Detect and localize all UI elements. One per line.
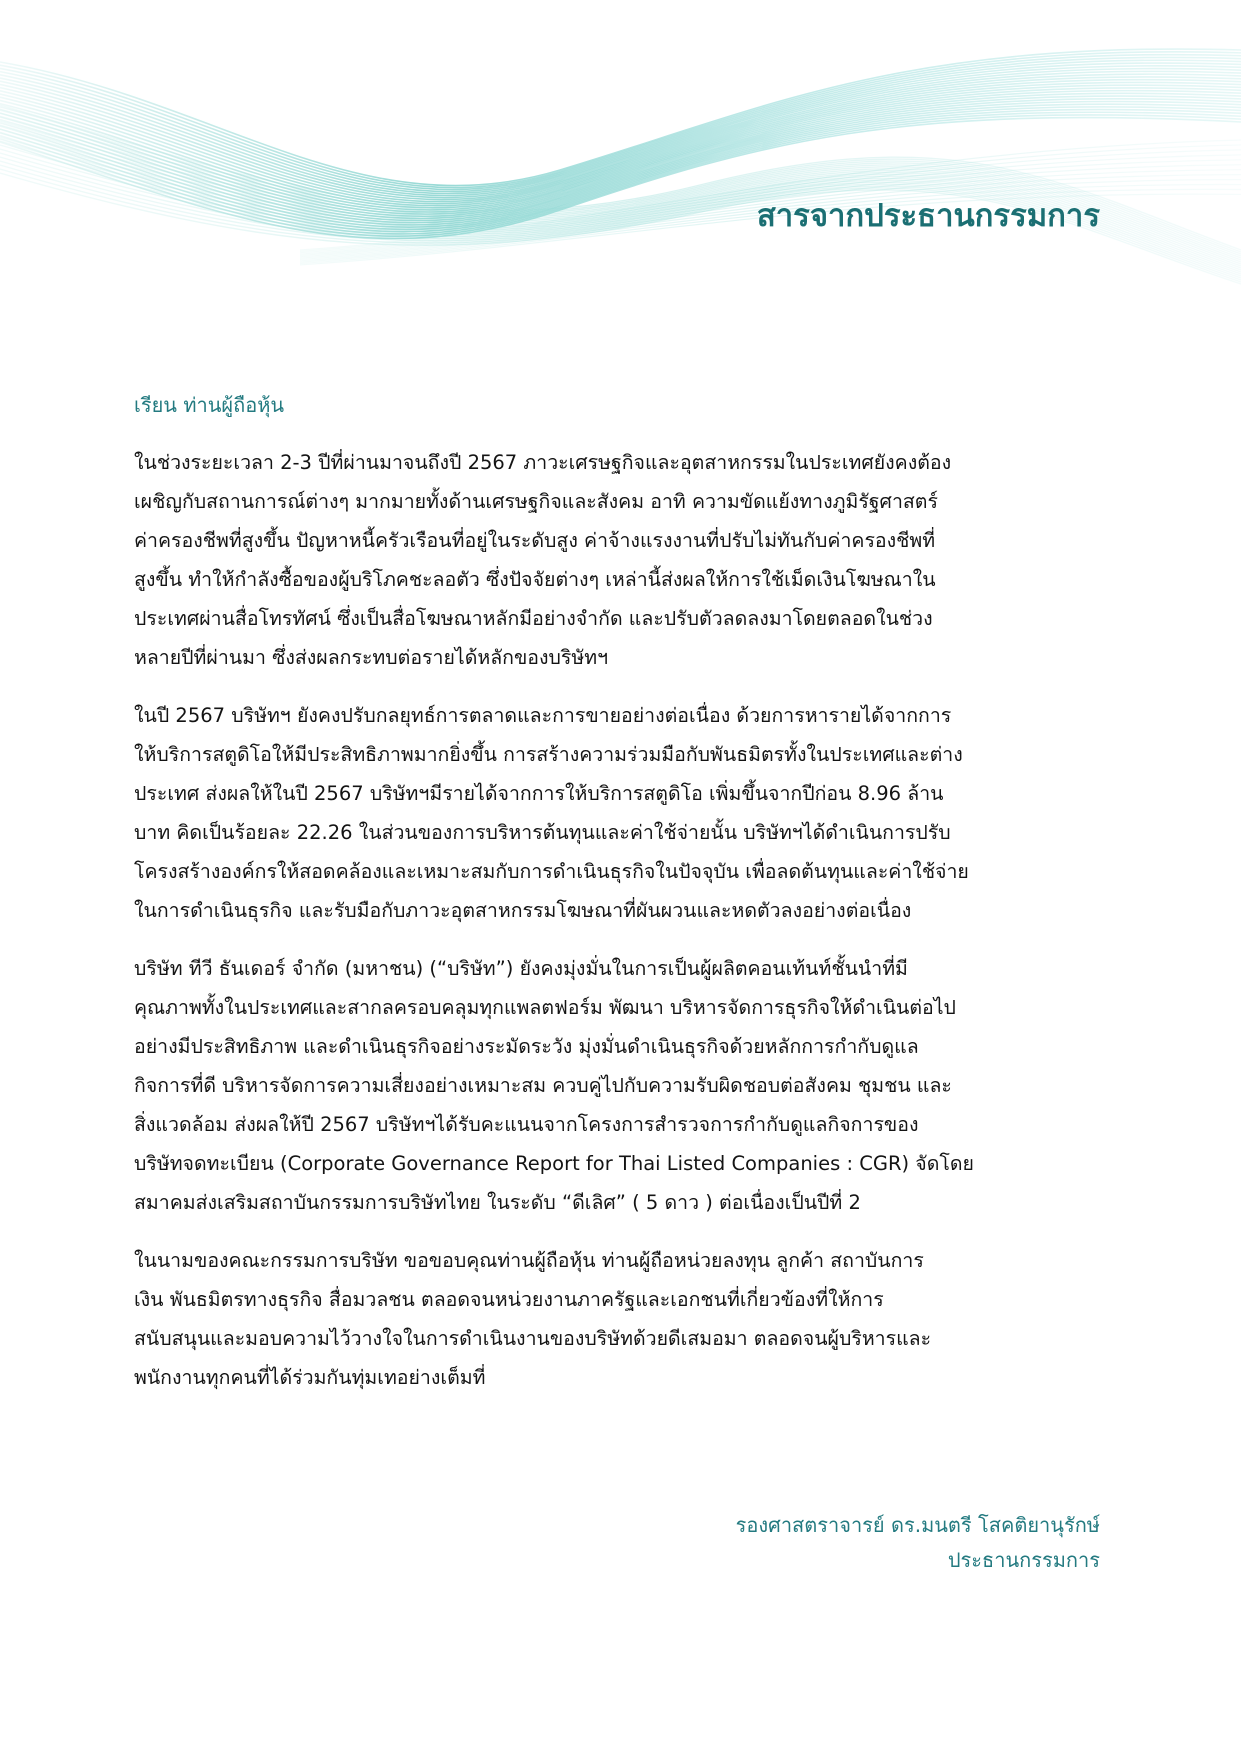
- text-line: ค่าครองชีพที่สูงขึ้น ปัญหาหนี้ครัวเรือนที่อยู่ในระดับสูง ค่าจ้างแรงงานที่ปรับไม่ทันกับค่าครองชีพที่: [134, 529, 936, 552]
- page-title: สารจากประธานกรรมการ: [756, 198, 1100, 234]
- text-line: อย่างมีประสิทธิภาพ และดำเนินธุรกิจอย่างระมัดระวัง มุ่งมั่นดำเนินธุรกิจด้วยหลักการกำกับดูแล: [134, 1035, 919, 1058]
- header-wave-decoration: [0, 0, 1241, 330]
- greeting: เรียน ท่านผู้ถือหุ้น: [134, 393, 285, 417]
- paragraph-4: [134, 1241, 1110, 1397]
- text-line: ในปี 2567 บริษัทฯ ยังคงปรับกลยุทธ์การตลาดและการขายอย่างต่อเนื่อง ด้วยการหารายได้จากการ: [134, 704, 952, 727]
- text-line: ในการดำเนินธุรกิจ และรับมือกับภาวะอุตสาหกรรมโฆษณาที่ผันผวนและหดตัวลงอย่างต่อเนื่อง: [134, 899, 912, 922]
- signatory-name: รองศาสตราจารย์ ดร.มนตรี โสคติยานุรักษ์: [735, 1513, 1100, 1537]
- paragraph-3: [134, 949, 1110, 1222]
- text-line: ประเทศผ่านสื่อโทรทัศน์ ซึ่งเป็นสื่อโฆษณาหลักมีอย่างจำกัด และปรับตัวลดลงมาโดยตลอดในช่วง: [134, 607, 933, 630]
- text-line: โครงสร้างองค์กรให้สอดคล้องและเหมาะสมกับการดำเนินธุรกิจในปัจจุบัน เพื่อลดต้นทุนและค่าใช้จ่าย: [134, 860, 969, 883]
- text-line: ในช่วงระยะเวลา 2-3 ปีที่ผ่านมาจนถึงปี 2567 ภาวะเศรษฐกิจและอุตสาหกรรมในประเทศยังคงต้อง: [134, 451, 952, 474]
- letter-body: [134, 443, 1110, 1416]
- signatory-position: ประธานกรรมการ: [947, 1548, 1100, 1572]
- paragraph-1: [134, 443, 1110, 677]
- text-line: ในนามของคณะกรรมการบริษัท ขอขอบคุณท่านผู้ถือหุ้น ท่านผู้ถือหน่วยลงทุน ลูกค้า สถาบันการ: [134, 1249, 924, 1272]
- text-line: สนับสนุนและมอบความไว้วางใจในการดำเนินงานของบริษัทด้วยดีเสมอมา ตลอดจนผู้บริหารและ: [134, 1327, 932, 1350]
- text-line: คุณภาพทั้งในประเทศและสากลครอบคลุมทุกแพลตฟอร์ม พัฒนา บริหารจัดการธุรกิจให้ดำเนินต่อไป: [134, 996, 956, 1019]
- text-line: บริษัทจดทะเบียน (Corporate Governance Report for Thai Listed Companies : CGR) จัดโดย: [134, 1152, 974, 1175]
- text-line: ประเทศ ส่งผลให้ในปี 2567 บริษัทฯมีรายได้จากการให้บริการสตูดิโอ เพิ่มขึ้นจากปีก่อน 8.96 ล้าน: [134, 782, 944, 805]
- text-line: หลายปีที่ผ่านมา ซึ่งส่งผลกระทบต่อรายได้หลักของบริษัทฯ: [134, 646, 609, 669]
- text-line: เผชิญกับสถานการณ์ต่างๆ มากมายทั้งด้านเศรษฐกิจและสังคม อาทิ ความขัดแย้งทางภูมิรัฐศาสตร์: [134, 490, 938, 513]
- text-line: สมาคมส่งเสริมสถาบันกรรมการบริษัทไทย ในระดับ “ดีเลิศ” ( 5 ดาว ) ต่อเนื่องเป็นปีที่ 2: [134, 1191, 861, 1214]
- text-line: บาท คิดเป็นร้อยละ 22.26 ในส่วนของการบริหารต้นทุนและค่าใช้จ่ายนั้น บริษัทฯได้ดำเนินการปรับ: [134, 821, 951, 844]
- text-line: กิจการที่ดี บริหารจัดการความเสี่ยงอย่างเหมาะสม ควบคู่ไปกับความรับผิดชอบต่อสังคม ชุมชน และ: [134, 1074, 952, 1097]
- text-line: บริษัท ทีวี ธันเดอร์ จำกัด (มหาชน) (“บริษัท”) ยังคงมุ่งมั่นในการเป็นผู้ผลิตคอนเท้นท์ชั้นนำที่มี: [134, 957, 908, 980]
- paragraph-2: [134, 696, 1110, 930]
- text-line: สิ่งแวดล้อม ส่งผลให้ปี 2567 บริษัทฯได้รับคะแนนจากโครงการสำรวจการกำกับดูแลกิจการของ: [134, 1113, 919, 1136]
- text-line: ให้บริการสตูดิโอให้มีประสิทธิภาพมากยิ่งขึ้น การสร้างความร่วมมือกับพันธมิตรทั้งในประเทศและต่าง: [134, 743, 963, 766]
- signature-block: [560, 1508, 1100, 1578]
- text-line: พนักงานทุกคนที่ได้ร่วมกันทุ่มเทอย่างเต็มที่: [134, 1366, 486, 1389]
- text-line: เงิน พันธมิตรทางธุรกิจ สื่อมวลชน ตลอดจนหน่วยงานภาครัฐและเอกชนที่เกี่ยวข้องที่ให้การ: [134, 1288, 884, 1311]
- text-line: สูงขึ้น ทำให้กำลังซื้อของผู้บริโภคชะลอตัว ซึ่งปัจจัยต่างๆ เหล่านี้ส่งผลให้การใช้เม็ดเงินโฆษณาใน: [134, 568, 936, 591]
